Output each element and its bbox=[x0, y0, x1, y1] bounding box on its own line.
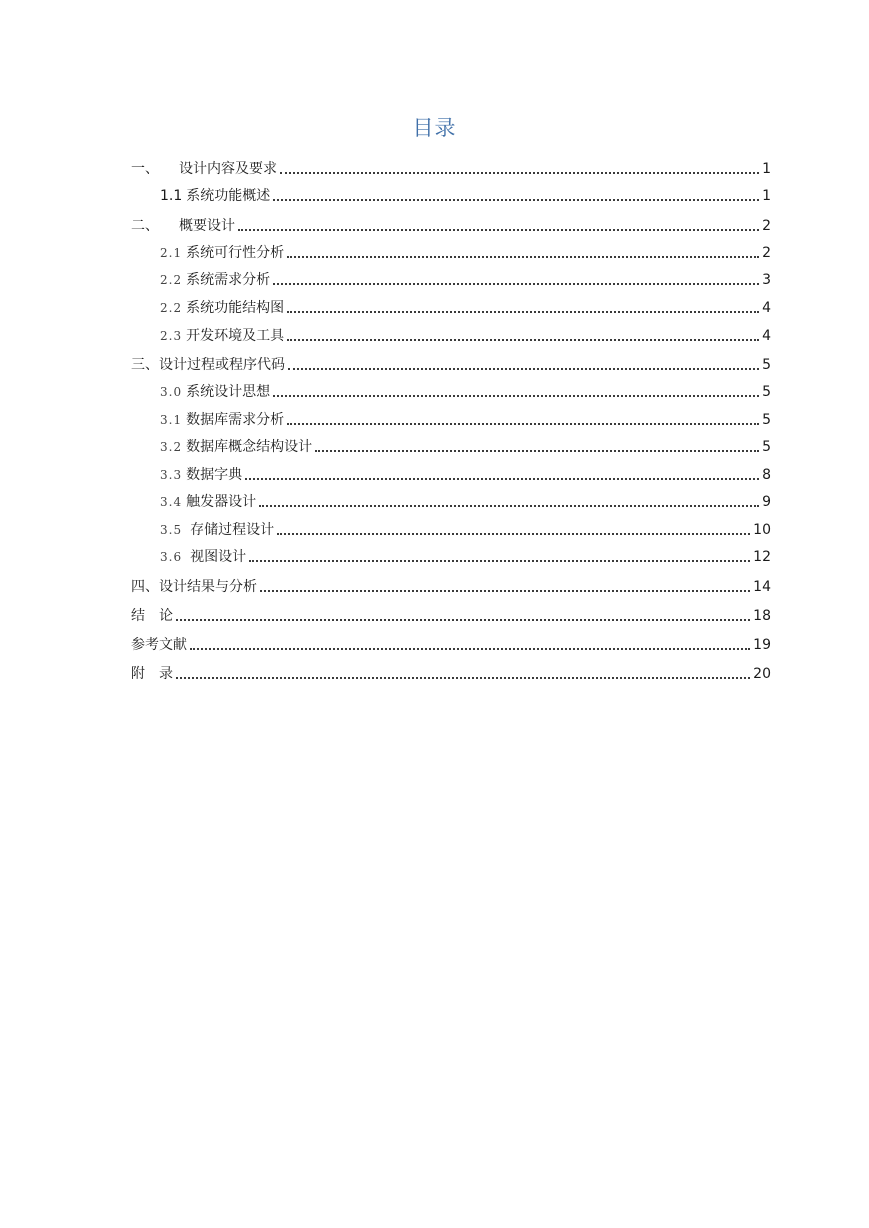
toc-entry[interactable] bbox=[160, 185, 771, 205]
toc-entry[interactable] bbox=[131, 663, 771, 683]
toc-entry-page: 2 bbox=[762, 245, 771, 261]
toc-entry-number: 3.2 bbox=[160, 440, 183, 454]
toc-leader bbox=[249, 560, 750, 562]
toc-entry-text: 系统设计思想 bbox=[186, 384, 271, 400]
toc-entry-text: 视图设计 bbox=[190, 549, 247, 565]
toc-entry-page: 14 bbox=[753, 579, 771, 595]
toc-entry-page: 10 bbox=[753, 522, 771, 538]
toc-entry[interactable] bbox=[131, 634, 771, 654]
toc-entry-page: 19 bbox=[753, 637, 771, 653]
toc-entry[interactable] bbox=[160, 436, 771, 456]
toc-entry-page: 8 bbox=[762, 467, 771, 483]
toc-entry-page: 18 bbox=[753, 608, 771, 624]
toc-entry-number: 3.4 bbox=[160, 495, 183, 509]
toc-entry[interactable] bbox=[131, 354, 771, 374]
toc-leader bbox=[176, 677, 750, 679]
toc-entry-text: 开发环境及工具 bbox=[186, 328, 285, 344]
toc-entry-number: 三、 bbox=[131, 357, 159, 373]
toc-entry-number: 2.1 bbox=[160, 246, 183, 260]
toc-entry-page: 5 bbox=[762, 439, 771, 455]
toc-entry-page: 20 bbox=[753, 666, 771, 682]
toc-title: 目录 bbox=[412, 116, 457, 140]
toc-entry-text: 数据字典 bbox=[186, 467, 243, 483]
toc-entry-page: 3 bbox=[762, 272, 771, 288]
toc-entry-number: 二、 bbox=[131, 218, 159, 234]
toc-entry-page: 2 bbox=[762, 218, 771, 234]
toc-entry-number: 3.3 bbox=[160, 468, 183, 482]
toc-leader bbox=[238, 229, 759, 231]
toc-entry[interactable] bbox=[160, 519, 771, 539]
toc-leader bbox=[190, 648, 750, 650]
toc-leader bbox=[287, 423, 759, 425]
toc-entry-number: 2.3 bbox=[160, 329, 183, 343]
toc-leader bbox=[245, 478, 759, 480]
toc-entry-text: 系统功能结构图 bbox=[186, 300, 285, 316]
toc-entry-page: 4 bbox=[762, 300, 771, 316]
toc-entry-text: 系统可行性分析 bbox=[186, 245, 285, 261]
toc-leader bbox=[277, 533, 750, 535]
toc-entry[interactable] bbox=[160, 491, 771, 511]
toc-leader bbox=[273, 283, 759, 285]
toc-leader bbox=[287, 311, 759, 313]
toc-entry-text: 存储过程设计 bbox=[190, 522, 275, 538]
toc-entry-text: 触发器设计 bbox=[186, 494, 257, 510]
toc-entry-page: 9 bbox=[762, 494, 771, 510]
toc-entry-page: 1 bbox=[762, 188, 771, 204]
toc-entry[interactable] bbox=[160, 242, 771, 262]
toc-entry-text: 设计内容及要求 bbox=[179, 161, 277, 177]
toc-entry[interactable] bbox=[131, 215, 771, 235]
toc-entry-text: 附 录 bbox=[131, 666, 173, 682]
toc-entry[interactable] bbox=[131, 605, 771, 625]
toc-leader bbox=[259, 505, 759, 507]
toc-entry-text: 四、设计结果与分析 bbox=[131, 579, 257, 595]
toc-entry-page: 12 bbox=[753, 549, 771, 565]
toc-leader bbox=[280, 172, 759, 174]
toc-leader bbox=[273, 395, 759, 397]
toc-entry-text: 设计过程或程序代码 bbox=[159, 357, 285, 373]
toc-entry-page: 5 bbox=[762, 384, 771, 400]
toc-entry-text: 数据库概念结构设计 bbox=[186, 439, 313, 455]
toc-entry-text: 参考文献 bbox=[131, 637, 187, 653]
toc-entry-number: 2.2 bbox=[160, 273, 183, 287]
toc-entry-text: 系统功能概述 bbox=[186, 188, 271, 204]
toc-entry-page: 5 bbox=[762, 357, 771, 373]
toc-entry-number: 3.6 bbox=[160, 550, 183, 564]
toc-entry[interactable] bbox=[160, 546, 771, 566]
toc-leader bbox=[287, 256, 759, 258]
toc-entry[interactable] bbox=[160, 464, 771, 484]
toc-entry[interactable] bbox=[160, 409, 771, 429]
toc-entry[interactable] bbox=[160, 297, 771, 317]
toc-entry-number: 3.0 bbox=[160, 385, 183, 399]
toc-entry-page: 1 bbox=[762, 161, 771, 177]
toc-entry-number: 1.1 bbox=[160, 188, 183, 204]
toc-entry[interactable] bbox=[160, 269, 771, 289]
toc-leader bbox=[176, 619, 750, 621]
toc-leader bbox=[260, 590, 750, 592]
toc-leader bbox=[315, 450, 759, 452]
toc-entry-number: 3.5 bbox=[160, 523, 183, 537]
toc-leader bbox=[273, 199, 759, 201]
toc-entry-text: 系统需求分析 bbox=[186, 272, 271, 288]
toc-leader bbox=[287, 339, 759, 341]
toc-entry-page: 5 bbox=[762, 412, 771, 428]
toc-entry-text: 数据库需求分析 bbox=[186, 412, 285, 428]
toc-entry-text: 概要设计 bbox=[179, 218, 235, 234]
toc-entry-number: 2.2 bbox=[160, 301, 183, 315]
toc-entry-page: 4 bbox=[762, 328, 771, 344]
toc-entry[interactable] bbox=[160, 325, 771, 345]
toc-entry-text: 结 论 bbox=[131, 608, 173, 624]
toc-entry[interactable] bbox=[131, 158, 771, 178]
toc-entry-number: 3.1 bbox=[160, 413, 183, 427]
toc-entry[interactable] bbox=[160, 381, 771, 401]
toc-entry-number: 一、 bbox=[131, 161, 159, 177]
toc-entry[interactable] bbox=[131, 576, 771, 596]
toc-leader bbox=[288, 368, 759, 370]
